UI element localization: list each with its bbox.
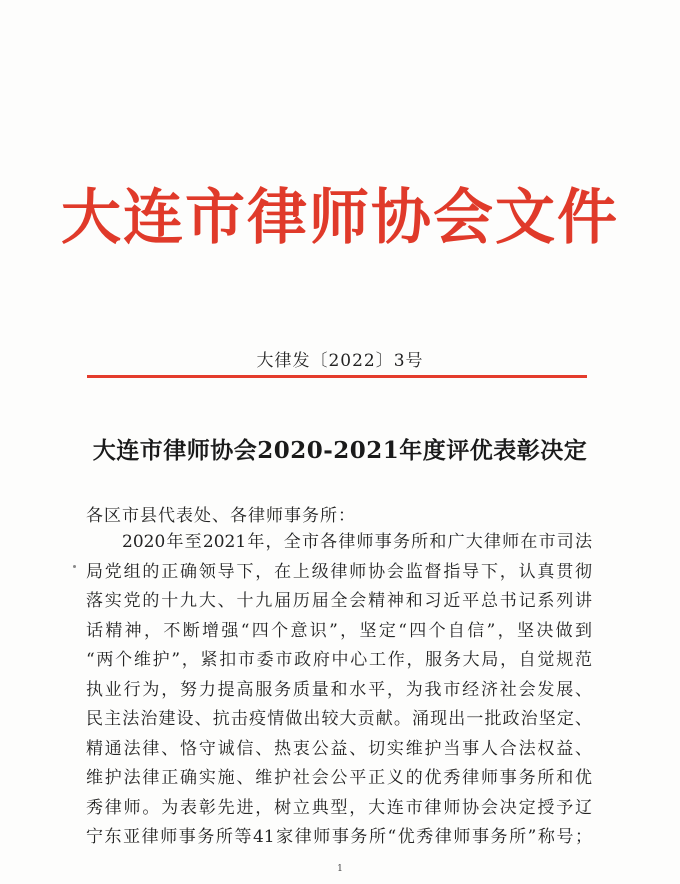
body-line: 宁东亚律师事务所等41家律师事务所“优秀律师事务所”称号； bbox=[86, 827, 592, 847]
scan-artifact-dot bbox=[73, 565, 76, 568]
document-title: 大连市律师协会2020-2021年度评优表彰决定 bbox=[92, 437, 588, 464]
masthead-title: 大连市律师协会文件 bbox=[61, 183, 619, 253]
red-divider-line bbox=[87, 375, 587, 378]
body-line: 局党组的正确领导下，在上级律师协会监督指导下，认真贯彻 bbox=[86, 561, 592, 582]
body-line: 2020年至2021年，全市各律师事务所和广大律师在市司法 bbox=[122, 532, 592, 552]
body-line: 落实党的十九大、十九届历届全会精神和习近平总书记系列讲 bbox=[86, 591, 592, 611]
body-line: 话精神，不断增强“四个意识”，坚定“四个自信”，坚决做到 bbox=[86, 620, 592, 641]
body-line: 维护法律正确实施、维护社会公平正义的优秀律师事务所和优 bbox=[86, 768, 592, 788]
body-line: 秀律师。为表彰先进，树立典型，大连市律师协会决定授予辽 bbox=[86, 797, 592, 818]
body-line: 民主法治建设、抗击疫情做出较大贡献。涌现出一批政治坚定、 bbox=[86, 709, 592, 729]
salutation: 各区市县代表处、各律师事务所： bbox=[86, 506, 356, 526]
page-number: 1 bbox=[337, 864, 343, 874]
body-line: “两个维护”，紧扣市委市政府中心工作，服务大局，自觉规范 bbox=[86, 650, 592, 670]
body-line: 执业行为，努力提高服务质量和水平，为我市经济社会发展、 bbox=[86, 679, 592, 700]
document-number: 大律发〔2022〕3号 bbox=[256, 351, 424, 371]
body-paragraph bbox=[86, 528, 592, 853]
body-line: 精通法律、恪守诚信、热衷公益、切实维护当事人合法权益、 bbox=[86, 738, 592, 759]
